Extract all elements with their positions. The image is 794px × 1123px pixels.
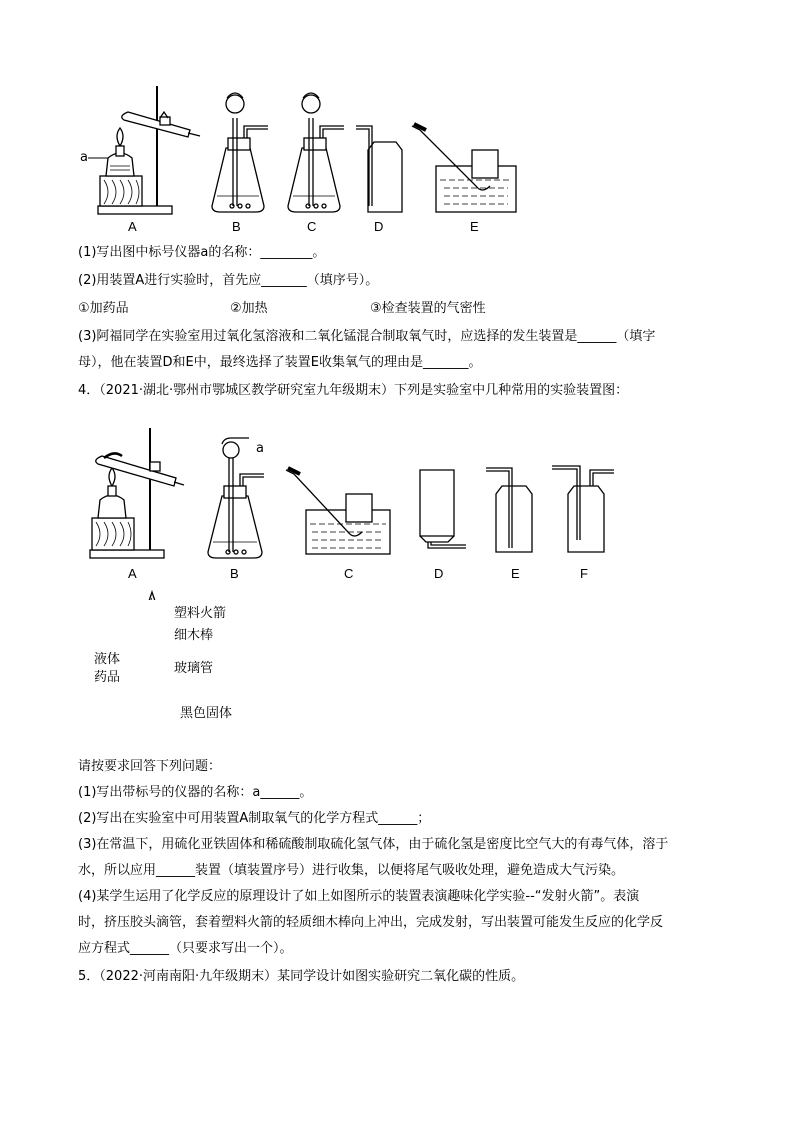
figure1-caption-A: A bbox=[128, 219, 137, 234]
figure2-caption-C: C bbox=[344, 566, 354, 581]
figure2-caption-B: B bbox=[230, 566, 239, 581]
figure1-caption-C: C bbox=[307, 219, 317, 234]
figure2-apparatus-D bbox=[420, 470, 466, 548]
q4-part4-line2: 时，挤压胶头滴管，套着塑料火箭的轻质细木棒向上冲出，完成发射，写出装置可能发生反应的化学反 bbox=[78, 915, 664, 930]
figure2-apparatus-A bbox=[90, 428, 184, 558]
q4-part4-line3: 应方程式______（只要求写出一个）。 bbox=[78, 941, 293, 956]
figure2-caption-F: F bbox=[580, 566, 588, 581]
q3-option2: ②加热 bbox=[230, 301, 268, 316]
rocket-label-wood-stick: 细木棒 bbox=[174, 628, 214, 643]
q3-option1: ①加药品 bbox=[78, 301, 129, 316]
figure2-apparatus-C bbox=[286, 468, 390, 554]
q4-part2: (2)写出在实验室中可用装置A制取氧气的化学方程式______； bbox=[78, 811, 431, 826]
q4-part3-line2: 水，所以应用______装置（填装置序号）进行收集，以便将尾气吸收处理，避免造成大气污染。 bbox=[78, 863, 625, 878]
rocket-label-plastic-rocket: 塑料火箭 bbox=[174, 606, 227, 621]
figure1-a-marker: a bbox=[80, 150, 88, 165]
rocket-label-black-solid: 黑色固体 bbox=[180, 706, 233, 721]
q5-header: 5．（2022·河南南阳·九年级期末）某同学设计如图实验研究二氧化碳的性质。 bbox=[78, 969, 525, 984]
q3-part3-line1: (3)阿福同学在实验室用过氧化氢溶液和二氧化锰混合制取氧气时，应选择的发生装置是______（填字 bbox=[78, 329, 656, 344]
q3-part2: (2)用装置A进行实验时，首先应_______（填序号）。 bbox=[78, 273, 379, 288]
q3-option3: ③检查装置的气密性 bbox=[370, 301, 486, 316]
q4-part1: (1)写出带标号的仪器的名称：a______。 bbox=[78, 785, 313, 800]
figure1-caption-B: B bbox=[232, 219, 241, 234]
figure2-a-marker: a bbox=[256, 441, 264, 456]
q4-header: 4．（2021·湖北·鄂州市鄂城区教学研究室九年级期末）下列是实验室中几种常用的实验装置图： bbox=[78, 383, 629, 398]
q4-part3-line1: (3)在常温下，用硫化亚铁固体和稀硫酸制取硫化氢气体，由于硫化氢是密度比空气大的有毒气体，溶于 bbox=[78, 837, 669, 852]
q4-intro: 请按要求回答下列问题： bbox=[78, 759, 222, 774]
figure2-caption-E: E bbox=[511, 566, 520, 581]
rocket-label-liquid-line2: 药品 bbox=[94, 670, 121, 685]
figure2-caption-D: D bbox=[434, 566, 444, 581]
rocket-label-liquid-line1: 液体 bbox=[94, 652, 121, 667]
figure1-caption-D: D bbox=[374, 219, 384, 234]
figure2-caption-A: A bbox=[128, 566, 137, 581]
q3-part1: (1)写出图中标号仪器a的名称：________。 bbox=[78, 245, 326, 260]
q3-part3-line2: 母），他在装置D和E中，最终选择了装置E收集氧气的理由是_______。 bbox=[78, 355, 482, 370]
figure2-apparatus-F bbox=[552, 466, 614, 552]
figure2-apparatus-B bbox=[208, 438, 264, 558]
rocket-device bbox=[122, 592, 178, 600]
q4-part4-line1: (4)某学生运用了化学反应的原理设计了如上如图所示的装置表演趣味化学实验--“发射火箭”。表演 bbox=[78, 889, 640, 904]
rocket-label-glass-tube: 玻璃管 bbox=[174, 661, 214, 676]
figure2-apparatus-E bbox=[486, 468, 532, 552]
figure1-caption-E: E bbox=[470, 219, 479, 234]
